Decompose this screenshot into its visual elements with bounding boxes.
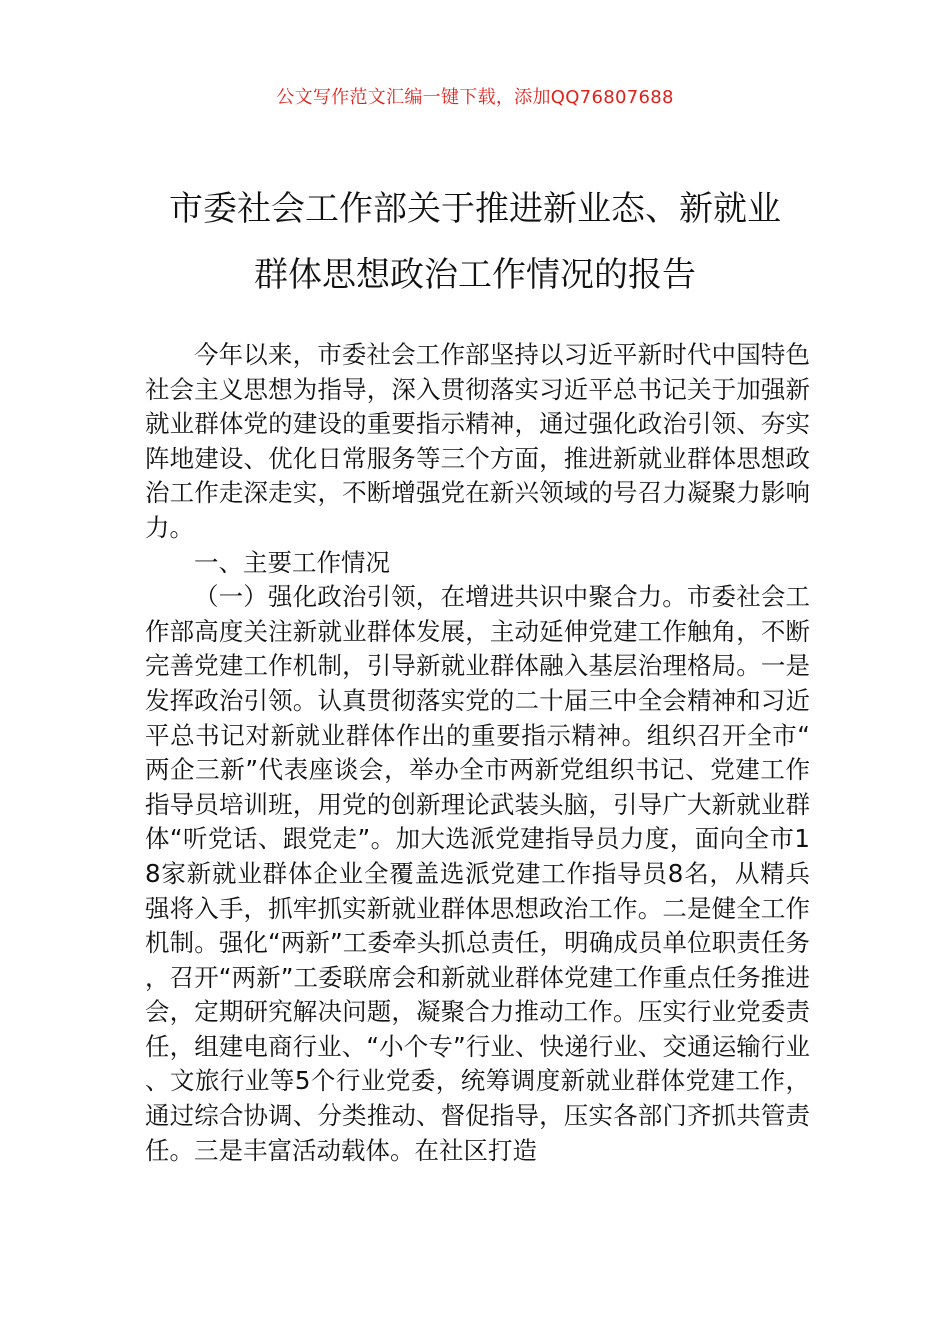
report-title-line-1: 市委社会工作部关于推进新业态、新就业 xyxy=(169,189,781,229)
intro-paragraph: 今年以来，市委社会工作部坚持以习近平新时代中国特色社会主义思想为指导，深入贯彻落实习近平总书记关于加强新就业群体党的建设的重要指示精神，通过强化政治引领、夯实阵地建设、优化日常服务等三个方面，推进新就业群体思想政治工作走深走实，不断增强党在新兴领域的号召力凝聚力影响力。 xyxy=(145,340,810,542)
report-title-line-2: 群体思想政治工作情况的报告 xyxy=(254,255,696,295)
section-heading-main-work: 一、主要工作情况 xyxy=(194,547,390,577)
report-title xyxy=(120,176,830,308)
report-body xyxy=(145,338,810,1168)
section-paragraph-political-guidance: （一）强化政治引领，在增进共识中聚合力。市委社会工作部高度关注新就业群体发展，主动延伸党建工作触角，不断完善党建工作机制，引导新就业群体融入基层治理格局。一是发挥政治引领。认真贯彻落实党的二十届三中全会精神和习近平总书记对新就业群体作出的重要指示精神。组织召开全市“两企三新”代表座谈会，举办全市两新党组织书记、党建工作指导员培训班，用党的创新理论武装头脑，引导广大新就业群体“听党话、跟党走”。加大选派党建指导员力度，面向全市18家新就业群体企业全覆盖选派党建工作指导员8名，从精兵强将入手，抓牢抓实新就业群体思想政治工作。二是健全工作机制。强化“两新”工委牵头抓总责任，明确成员单位职责任务，召开“两新”工委联席会和新就业群体党建工作重点任务推进会，定期研究解决问题，凝聚合力推动工作。压实行业党委责任，组建电商行业、“小个专”行业、快递行业、交通运输行业、文旅行业等5个行业党委，统筹调度新就业群体党建工作，通过综合协调、分类推动、督促指导，压实各部门齐抓共管责任。三是丰富活动载体。在社区打造 xyxy=(145,582,810,1165)
watermark-banner: 公文写作范文汇编一键下载，添加QQ76807688 xyxy=(276,87,674,108)
